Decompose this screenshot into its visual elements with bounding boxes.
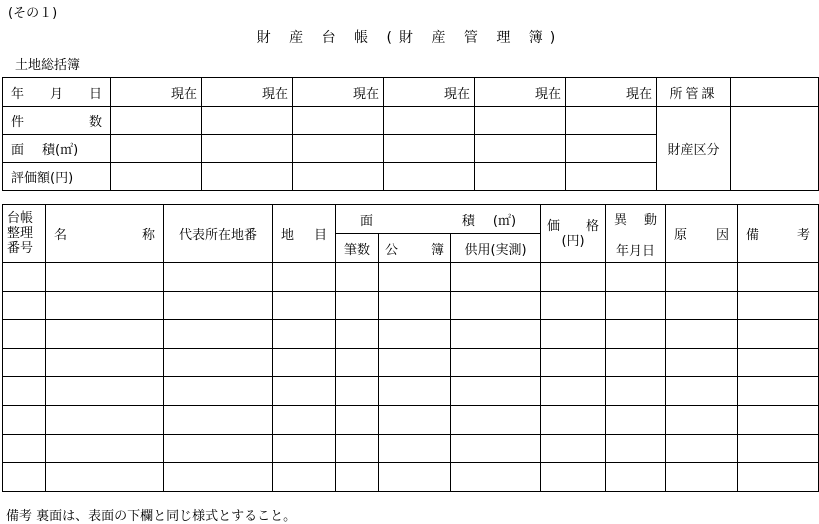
ledger-entry-cell [379,463,451,492]
count-cell [202,107,293,135]
ledger-entry-cell [451,291,541,320]
ledger-entry-cell [541,434,606,463]
price-header: 価 格 (円) [541,205,606,263]
ledger-entry-cell [606,405,666,434]
current-date-cell: 現在 [293,78,384,107]
ledger-entry-cell [46,463,164,492]
valuation-row-label: 評価額(円) [3,163,111,191]
ledger-entry-cell [336,434,379,463]
area-cell [566,135,657,163]
ledger-entry-cell [541,377,606,406]
ledger-entry-cell [451,263,541,292]
ledger-entry-cell [666,377,738,406]
cause-header: 原 因 [666,205,738,263]
valuation-cell [475,163,566,191]
ledger-subtitle: 土地総括簿 [15,58,81,73]
ledger-entry-cell [46,348,164,377]
footnote: 備考 裏面は、表面の下欄と同じ様式とすること。 [6,509,297,524]
area-group-header: 面 積 (㎡) [336,205,541,234]
ledger-entry-cell [606,291,666,320]
ledger-entry-row [3,348,819,377]
area-cell [384,135,475,163]
ledger-entry-cell [273,405,336,434]
ledger-entry-cell [541,291,606,320]
ledger-entry-cell [273,434,336,463]
summary-table [2,77,819,191]
current-date-cell: 現在 [475,78,566,107]
ledger-entry-cell [273,377,336,406]
area-cell [111,135,202,163]
area-row-label: 面 積(㎡) [3,135,111,163]
ledger-entry-cell [738,434,819,463]
ledger-entry-cell [379,348,451,377]
ledger-entry-cell [164,320,273,349]
ledger-entry-cell [379,320,451,349]
ledger-entry-cell [3,291,46,320]
ledger-entry-cell [451,377,541,406]
ledger-entry-cell [451,434,541,463]
ledger-entry-cell [379,291,451,320]
ledger-entry-cell [379,377,451,406]
ledger-entry-cell [3,405,46,434]
ledger-entry-cell [451,405,541,434]
ledger-entry-cell [164,434,273,463]
jurisdiction-header: 所管課 [657,78,731,107]
ledger-entry-cell [666,348,738,377]
ledger-entry-cell [3,348,46,377]
public-book-header: 公 簿 [379,234,451,263]
ledger-entry-cell [451,463,541,492]
ledger-entry-cell [273,263,336,292]
valuation-cell [111,163,202,191]
ledger-entry-cell [738,405,819,434]
ledger-entry-cell [738,291,819,320]
area-cell [202,135,293,163]
remarks-header: 備 考 [738,205,819,263]
current-date-cell: 現在 [111,78,202,107]
ledger-entry-cell [46,377,164,406]
property-class-header: 財産区分 [657,107,731,191]
valuation-cell [566,163,657,191]
document-title: 財 産 台 帳 (財 産 管 理 簿) [256,30,563,46]
date-header: 年 月 日 [3,78,111,107]
ledger-entry-cell [738,263,819,292]
ledger-entry-cell [164,463,273,492]
ledger-number-header: 台帳 整理 番号 [3,205,46,263]
ledger-entry-cell [451,320,541,349]
ledger-entry-cell [606,377,666,406]
ledger-entry-cell [541,463,606,492]
current-date-cell: 現在 [202,78,293,107]
ledger-entry-cell [336,320,379,349]
area-cell [475,135,566,163]
ledger-entry-cell [336,377,379,406]
ledger-entry-cell [3,434,46,463]
document-reference: (その１) [8,6,58,21]
ledger-entry-cell [164,405,273,434]
ledger-entry-cell [738,348,819,377]
ledger-entry-cell [541,263,606,292]
ledger-entry-cell [666,291,738,320]
ledger-entry-cell [606,263,666,292]
ledger-entry-row [3,291,819,320]
current-date-cell: 現在 [384,78,475,107]
count-row-label: 件 数 [3,107,111,135]
count-cell [566,107,657,135]
ledger-entry-cell [379,434,451,463]
ledger-entry-cell [606,463,666,492]
count-cell [111,107,202,135]
ledger-entry-cell [606,320,666,349]
ledger-entry-cell [273,348,336,377]
ledger-entry-cell [336,463,379,492]
ledger-entry-cell [666,434,738,463]
valuation-cell [202,163,293,191]
area-cell [293,135,384,163]
ledger-entry-cell [3,320,46,349]
ledger-entry-cell [164,291,273,320]
jurisdiction-value [731,78,819,107]
ledger-entry-cell [273,463,336,492]
ledger-entry-cell [46,320,164,349]
ledger-entry-cell [336,348,379,377]
ledger-entry-cell [541,320,606,349]
ledger-entry-cell [606,434,666,463]
change-header: 異 動 年月日 [606,205,666,263]
ledger-entry-row [3,434,819,463]
ledger-entry-cell [3,377,46,406]
ledger-entry-cell [666,405,738,434]
ledger-entry-cell [164,377,273,406]
count-cell [384,107,475,135]
ledger-entry-cell [606,348,666,377]
current-date-cell: 現在 [566,78,657,107]
ledger-entry-cell [336,263,379,292]
ledger-entry-row [3,463,819,492]
ledger-entry-cell [336,291,379,320]
ledger-entry-cell [46,405,164,434]
ledger-entry-row [3,263,819,292]
land-category-header: 地 目 [273,205,336,263]
ledger-entry-cell [666,463,738,492]
ledger-entry-cell [451,348,541,377]
ledger-entry-cell [46,434,164,463]
ledger-entry-row [3,320,819,349]
name-header: 名 称 [46,205,164,263]
ledger-entry-cell [738,463,819,492]
ledger-entry-cell [3,263,46,292]
ledger-entry-cell [666,263,738,292]
actual-survey-header: 供用(実測) [451,234,541,263]
ledger-entry-row [3,405,819,434]
location-header: 代表所在地番 [164,205,273,263]
count-cell [475,107,566,135]
ledger-entry-cell [46,291,164,320]
ledger-entry-cell [666,320,738,349]
ledger-entry-cell [46,263,164,292]
ledger-entry-cell [164,263,273,292]
ledger-entry-cell [273,291,336,320]
ledger-entry-cell [379,263,451,292]
ledger-entry-row [3,377,819,406]
valuation-cell [293,163,384,191]
ledger-entry-cell [164,348,273,377]
property-class-value [731,107,819,191]
ledger-entry-cell [379,405,451,434]
ledger-entry-cell [738,320,819,349]
ledger-entry-cell [541,405,606,434]
valuation-cell [384,163,475,191]
ledger-entry-cell [336,405,379,434]
detail-table [2,204,819,492]
ledger-entry-cell [3,463,46,492]
parcel-count-header: 筆数 [336,234,379,263]
ledger-entry-cell [738,377,819,406]
ledger-entry-cell [273,320,336,349]
ledger-entry-cell [541,348,606,377]
count-cell [293,107,384,135]
